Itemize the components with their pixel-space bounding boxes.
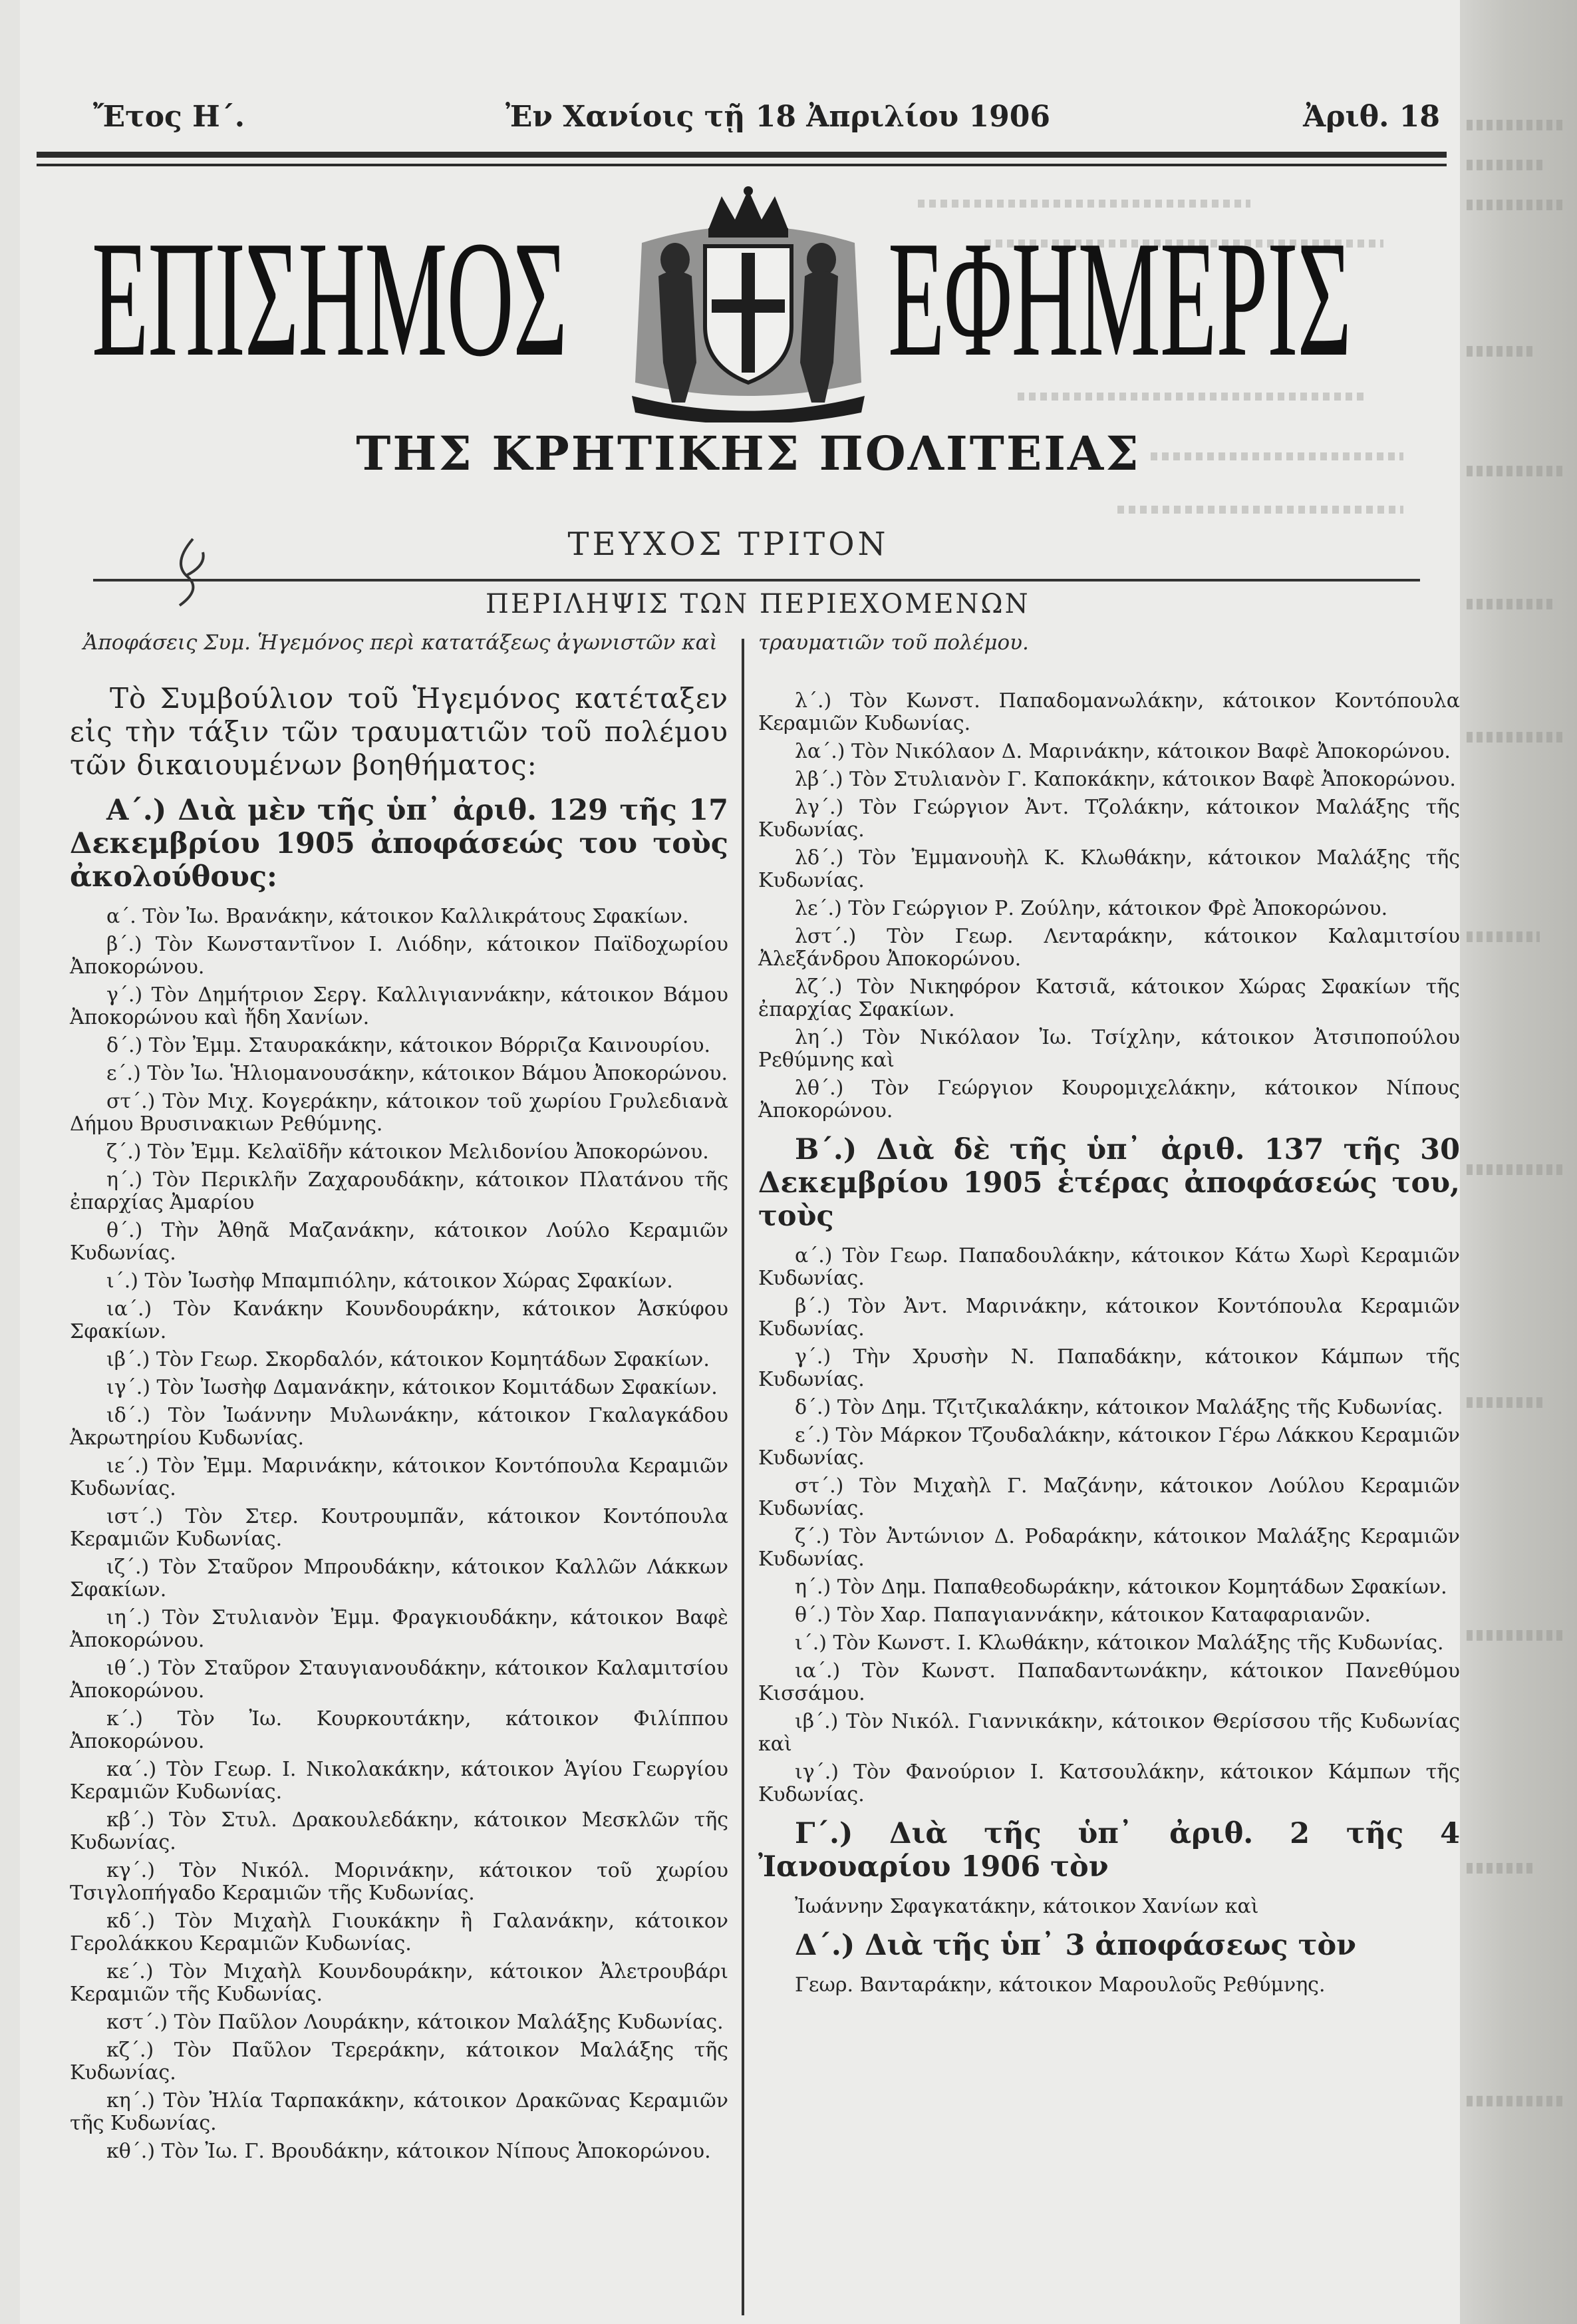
issue-number: Ἀριθ. 18	[1303, 100, 1440, 134]
year-label: Ἔτος Η΄.	[93, 100, 245, 134]
list-item: λγ΄.) Τὸν Γεώργιον Ἀντ. Τζολάκην, κάτοικον Μαλάξης τῆς Κυδωνίας.	[758, 796, 1460, 842]
list-item: κγ΄.) Τὸν Νικόλ. Μορινάκην, κάτοικον τοῦ χωρίου Τσιγλοπήγαδο Κεραμιῶν τῆς Κυδωνίας.	[70, 1859, 728, 1905]
list-item: λστ΄.) Τὸν Γεωρ. Λενταράκην, κάτοικον Καλαμιτσίου Ἀλεξάνδρου Ἀποκορώνου.	[758, 925, 1460, 971]
list-item: θ΄.) Τὴν Ἀθηᾶ Μαζανάκην, κάτοικον Λούλο Κεραμιῶν Κυδωνίας.	[70, 1219, 728, 1265]
header-line	[93, 100, 1440, 153]
left-column	[70, 682, 728, 2168]
list-item: γ΄.) Τὴν Χρυσὴν Ν. Παπαδάκην, κάτοικον Κάμπων τῆς Κυδωνίας.	[758, 1345, 1460, 1391]
contents-rule	[93, 579, 1420, 581]
list-item: στ΄.) Τὸν Μιχ. Κογεράκην, κάτοικον τοῦ χωρίου Γρυλεδιανὰ Δήμου Βρυσινακιων Ρεθύμνης.	[70, 1090, 728, 1136]
list-item: λβ΄.) Τὸν Στυλιανὸν Γ. Καποκάκην, κάτοικον Βαφὲ Ἀποκορώνου.	[795, 768, 1456, 791]
list-item: ιβ΄.) Τὸν Νικόλ. Γιαννικάκην, κάτοικον Θερίσσου τῆς Κυδωνίας καὶ	[758, 1710, 1460, 1756]
list-item: ι΄.) Τὸν Κωνστ. Ι. Κλωθάκην, κάτοικον Μαλάξης τῆς Κυδωνίας.	[795, 1631, 1444, 1655]
list-item: κβ΄.) Τὸν Στυλ. Δρακουλεδάκην, κάτοικον Μεσκλῶν τῆς Κυδωνίας.	[70, 1808, 728, 1854]
list-item: κζ΄.) Τὸν Παῦλον Τερεράκην, κάτοικον Μαλάξης τῆς Κυδωνίας.	[70, 2039, 728, 2084]
abstract-right: τραυματιῶν τοῦ πολέμου.	[758, 631, 1029, 655]
signature-mark-icon	[166, 536, 219, 609]
list-item: κα΄.) Τὸν Γεωρ. Ι. Νικολακάκην, κάτοικον Ἁγίου Γεωργίου Κεραμιῶν Κυδωνίας.	[70, 1758, 728, 1804]
list-item: λζ΄.) Τὸν Νικηφόρον Κατσιᾶ, κάτοικον Χώρας Σφακίων τῆς ἐπαρχίας Σφακίων.	[758, 975, 1460, 1021]
list-item: λθ΄.) Τὸν Γεώργιον Κουρομιχελάκην, κάτοικον Νίπους Ἀποκορώνου.	[758, 1077, 1460, 1122]
list-item: κθ΄.) Τὸν Ἰω. Γ. Βρουδάκην, κάτοικον Νίπους Ἀποκορώνου.	[106, 2140, 711, 2163]
masthead-subtitle: ΤΗΣ ΚΡΗΤΙΚΗΣ ΠΟΛΙΤΕΙΑΣ	[356, 426, 1141, 481]
list-item: ε΄.) Τὸν Ἰω. Ἡλιομανουσάκην, κάτοικον Βάμου Ἀποκορώνου.	[106, 1062, 728, 1085]
issue-title: ΤΕΥΧΟΣ ΤΡΙΤΟΝ	[567, 526, 889, 563]
list-item: λα΄.) Τὸν Νικόλαον Δ. Μαρινάκην, κάτοικον Βαφὲ Ἀποκορώνου.	[795, 740, 1451, 763]
list-item: ιε΄.) Τὸν Ἐμμ. Μαρινάκην, κάτοικον Κοντόπουλα Κεραμιῶν Κυδωνίας.	[70, 1454, 728, 1500]
masthead-left-word: ΕΠΙΣΗΜΟΣ	[92, 207, 567, 391]
list-item: β΄.) Τὸν Ἀντ. Μαρινάκην, κάτοικον Κοντόπουλα Κεραμιῶν Κυδωνίας.	[758, 1295, 1460, 1341]
list-item: κε΄.) Τὸν Μιχαὴλ Κουνδουράκην, κάτοικον Ἀλετρουβάρι Κεραμιῶν τῆς Κυδωνίας.	[70, 1960, 728, 2006]
section-a-heading: Α΄.) Διὰ μὲν τῆς ὑπ᾽ ἀριθ. 129 τῆς 17 Δεκεμβρίου 1905 ἀποφάσεώς του τοὺς ἀκολούθους:	[70, 794, 728, 894]
list-item: ιγ΄.) Τὸν Φανούριον Ι. Κατσουλάκην, κάτοικον Κάμπων τῆς Κυδωνίας.	[758, 1760, 1460, 1806]
adjacent-page-edge	[1460, 0, 1577, 2324]
list-item: η΄.) Τὸν Περικλῆν Ζαχαρουδάκην, κάτοικον Πλατάνου τῆς ἐπαρχίας Ἀμαρίου	[70, 1168, 728, 1214]
header-rule	[37, 152, 1447, 158]
list-item: ιστ΄.) Τὸν Στερ. Κουτρουμπᾶν, κάτοικον Κοντόπουλα Κεραμιῶν Κυδωνίας.	[70, 1505, 728, 1551]
list-item: κδ΄.) Τὸν Μιχαὴλ Γιουκάκην ἢ Γαλανάκην, κάτοικον Γερολάκκου Κεραμιῶν Κυδωνίας.	[70, 1909, 728, 1955]
masthead-right-word: ΕΦΗΜΕΡΙΣ	[888, 207, 1351, 391]
list-item: δ΄.) Τὸν Ἐμμ. Σταυρακάκην, κάτοικον Βόρριζα Καινουρίου.	[106, 1034, 710, 1057]
column-divider	[742, 639, 744, 2315]
list-item: β΄.) Τὸν Κωνσταντῖνον Ι. Λιόδην, κάτοικον Παϊδοχωρίου Ἀποκορώνου.	[70, 933, 728, 979]
list-item: δ΄.) Τὸν Δημ. Τζιτζικαλάκην, κάτοικον Μαλάξης τῆς Κυδωνίας.	[795, 1396, 1443, 1419]
list-item: λη΄.) Τὸν Νικόλαον Ἰω. Τσίχλην, κάτοικον Ἀτσιποπούλου Ρεθύμνης καὶ	[758, 1026, 1460, 1072]
list-item: ε΄.) Τὸν Μάρκον Τζουδαλάκην, κάτοικον Γέρω Λάκκου Κεραμιῶν Κυδωνίας.	[758, 1424, 1460, 1470]
right-column	[758, 690, 1460, 2002]
list-item: ιη΄.) Τὸν Στυλιανὸν Ἐμμ. Φραγκιουδάκην, κάτοικον Βαφὲ Ἀποκορώνου.	[70, 1606, 728, 1652]
contents-heading: ΠΕΡΙΛΗΨΙΣ ΤΩΝ ΠΕΡΙΕΧΟΜΕΝΩΝ	[486, 589, 1030, 619]
list-item: ζ΄.) Τὸν Ἀντώνιον Δ. Ροδαράκην, κάτοικον Μαλάξης Κεραμιῶν Κυδωνίας.	[758, 1525, 1460, 1571]
intro-paragraph: Τὸ Συμβούλιον τοῦ Ἡγεμόνος κατέταξεν εἰς τὴν τάξιν τῶν τραυματιῶν τοῦ πολέμου τῶν δικαιουμένων βοηθήματος:	[70, 682, 728, 781]
list-item: ζ΄.) Τὸν Ἐμμ. Κελαϊδῆν κάτοικον Μελιδονίου Ἀποκορώνου.	[106, 1140, 709, 1164]
list-item: α΄.) Τὸν Γεωρ. Παπαδουλάκην, κάτοικον Κάτω Χωρὶ Κεραμιῶν Κυδωνίας.	[758, 1244, 1460, 1290]
list-item: ια΄.) Τὸν Κωνστ. Παπαδαντωνάκην, κάτοικον Πανεθύμου Κισσάμου.	[758, 1659, 1460, 1705]
dateline: Ἐν Χανίοις τῇ 18 Ἀπριλίου 1906	[505, 100, 1050, 134]
coat-of-arms-icon	[622, 183, 875, 422]
list-item: ιδ΄.) Τὸν Ἰωάννην Μυλωνάκην, κάτοικον Γκαλαγκάδου Ἀκρωτηρίου Κυδωνίας.	[70, 1404, 728, 1450]
list-item: λ΄.) Τὸν Κωνστ. Παπαδομανωλάκην, κάτοικον Κοντόπουλα Κεραμιῶν Κυδωνίας.	[758, 689, 1460, 735]
newspaper-page	[20, 0, 1460, 2324]
header-rule-thin	[37, 164, 1447, 166]
list-item: ι΄.) Τὸν Ἰωσὴφ Μπαμπιόλην, κάτοικον Χώρας Σφακίων.	[106, 1269, 673, 1293]
section-c-heading: Γ΄.) Διὰ τῆς ὑπ᾽ ἀριθ. 2 τῆς 4 Ἰανουαρίου 1906 τὸν	[758, 1817, 1460, 1884]
list-item: η΄.) Τὸν Δημ. Παπαθεοδωράκην, κάτοικον Κομητάδων Σφακίων.	[795, 1576, 1447, 1599]
list-item: ιζ΄.) Τὸν Σταῦρον Μπρουδάκην, κάτοικον Καλλῶν Λάκκων Σφακίων.	[70, 1556, 728, 1601]
list-item: ια΄.) Τὸν Κανάκην Κουνδουράκην, κάτοικον Ἀσκύφου Σφακίων.	[70, 1297, 728, 1343]
abstract-left: Ἀποφάσεις Συμ. Ἡγεμόνος περὶ κατατάξεως ἀγωνιστῶν καὶ	[83, 631, 718, 655]
section-d-heading: Δ΄.) Διὰ τῆς ὑπ᾽ 3 ἀποφάσεως τὸν	[795, 1929, 1357, 1962]
list-item: Γεωρ. Βανταράκην, κάτοικον Μαρουλοῦς Ρεθύμνης.	[795, 1973, 1326, 1997]
list-item: Ἰωάννην Σφαγκατάκην, κάτοικον Χανίων καὶ	[795, 1895, 1259, 1918]
list-item: κστ΄.) Τὸν Παῦλον Λουράκην, κάτοικον Μαλάξης Κυδωνίας.	[106, 2011, 724, 2034]
list-item: θ΄.) Τὸν Χαρ. Παπαγιαννάκην, κάτοικον Καταφαριανῶν.	[795, 1603, 1371, 1627]
list-item: στ΄.) Τὸν Μιχαὴλ Γ. Μαζάνην, κάτοικον Λούλου Κεραμιῶν Κυδωνίας.	[758, 1474, 1460, 1520]
list-item: λε΄.) Τὸν Γεώργιον Ρ. Ζούλην, κάτοικον Φρὲ Ἀποκορώνου.	[795, 897, 1388, 920]
list-item: κη΄.) Τὸν Ἠλία Ταρπακάκην, κάτοικον Δρακῶνας Κεραμιῶν τῆς Κυδωνίας.	[70, 2089, 728, 2135]
list-item: λδ΄.) Τὸν Ἐμμανουὴλ Κ. Κλωθάκην, κάτοικον Μαλάξης τῆς Κυδωνίας.	[758, 846, 1460, 892]
list-item: ιγ΄.) Τὸν Ἰωσὴφ Δαμανάκην, κάτοικον Κομιτάδων Σφακίων.	[106, 1376, 718, 1399]
section-b-heading: Β΄.) Διὰ δὲ τῆς ὑπ᾽ ἀριθ. 137 τῆς 30 Δεκεμβρίου 1905 ἑτέρας ἀποφάσεώς του, τοὺς	[758, 1133, 1460, 1233]
list-item: α΄. Τὸν Ἰω. Βρανάκην, κάτοικον Καλλικράτους Σφακίων.	[106, 905, 689, 928]
list-item: ιθ΄.) Τὸν Σταῦρον Σταυγιανουδάκην, κάτοικον Καλαμιτσίου Ἀποκορώνου.	[70, 1657, 728, 1703]
list-item: κ΄.) Τὸν Ἰω. Κουρκουτάκην, κάτοικον Φιλίππου Ἀποκορώνου.	[70, 1707, 728, 1753]
list-item: γ΄.) Τὸν Δημήτριον Σεργ. Καλλιγιαννάκην, κάτοικον Βάμου Ἀποκορώνου καὶ ἤδη Χανίων.	[70, 983, 728, 1029]
list-item: ιβ΄.) Τὸν Γεωρ. Σκορδαλόν, κάτοικον Κομητάδων Σφακίων.	[106, 1348, 710, 1371]
